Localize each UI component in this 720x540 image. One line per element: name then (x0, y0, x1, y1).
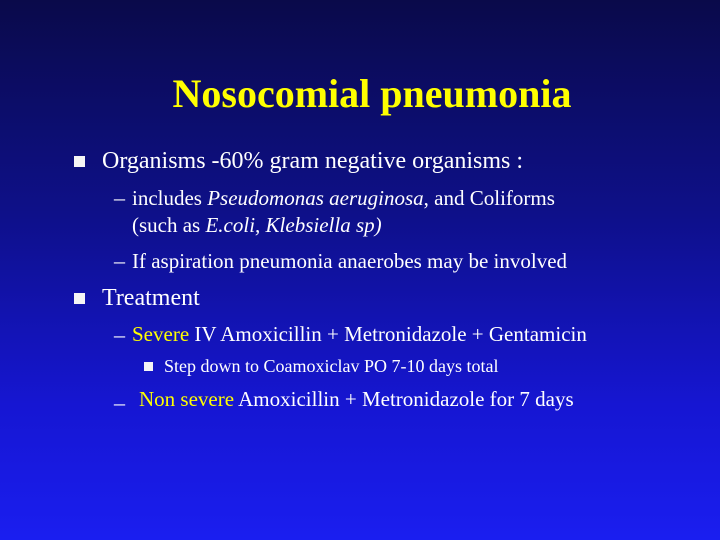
bullet-organisms: Organisms -60% gram negative organisms : (102, 148, 524, 174)
non-severe-emphasis: Non severe (139, 387, 235, 411)
dash-bullet-icon: – (114, 248, 125, 273)
square-bullet-icon (74, 293, 85, 304)
such-as-prefix: (such as (132, 213, 206, 237)
sub-bullet-severe (132, 321, 587, 348)
severe-emphasis: Severe (132, 322, 190, 346)
pseudomonas-italic: Pseudomonas aeruginosa (207, 186, 424, 210)
includes-prefix: includes (132, 186, 208, 210)
severe-rest: IV Amoxicillin + Metronidazole + Gentamicin (189, 322, 587, 346)
bullet-treatment: Treatment (102, 285, 200, 311)
dash-bullet-icon: – (114, 390, 125, 415)
sub-bullet-aspiration: If aspiration pneumonia anaerobes may be involved (132, 249, 568, 273)
sub-bullet-non-severe (139, 386, 574, 413)
square-bullet-icon (144, 362, 153, 371)
dash-bullet-icon: – (114, 185, 125, 210)
includes-mid: , and Coliforms (423, 186, 555, 210)
sub-bullet-includes (132, 185, 555, 212)
slide-title: Nosocomial pneumonia (172, 71, 572, 116)
dash-bullet-icon: – (114, 322, 125, 347)
square-bullet-icon (74, 156, 85, 167)
ecoli-klebsiella-italic: E.coli, Klebsiella sp) (205, 213, 382, 237)
sub-bullet-includes-line2 (132, 212, 382, 239)
non-severe-rest: Amoxicillin + Metronidazole for 7 days (234, 387, 574, 411)
sub-sub-bullet-stepdown: Step down to Coamoxiclav PO 7-10 days total (164, 356, 499, 376)
